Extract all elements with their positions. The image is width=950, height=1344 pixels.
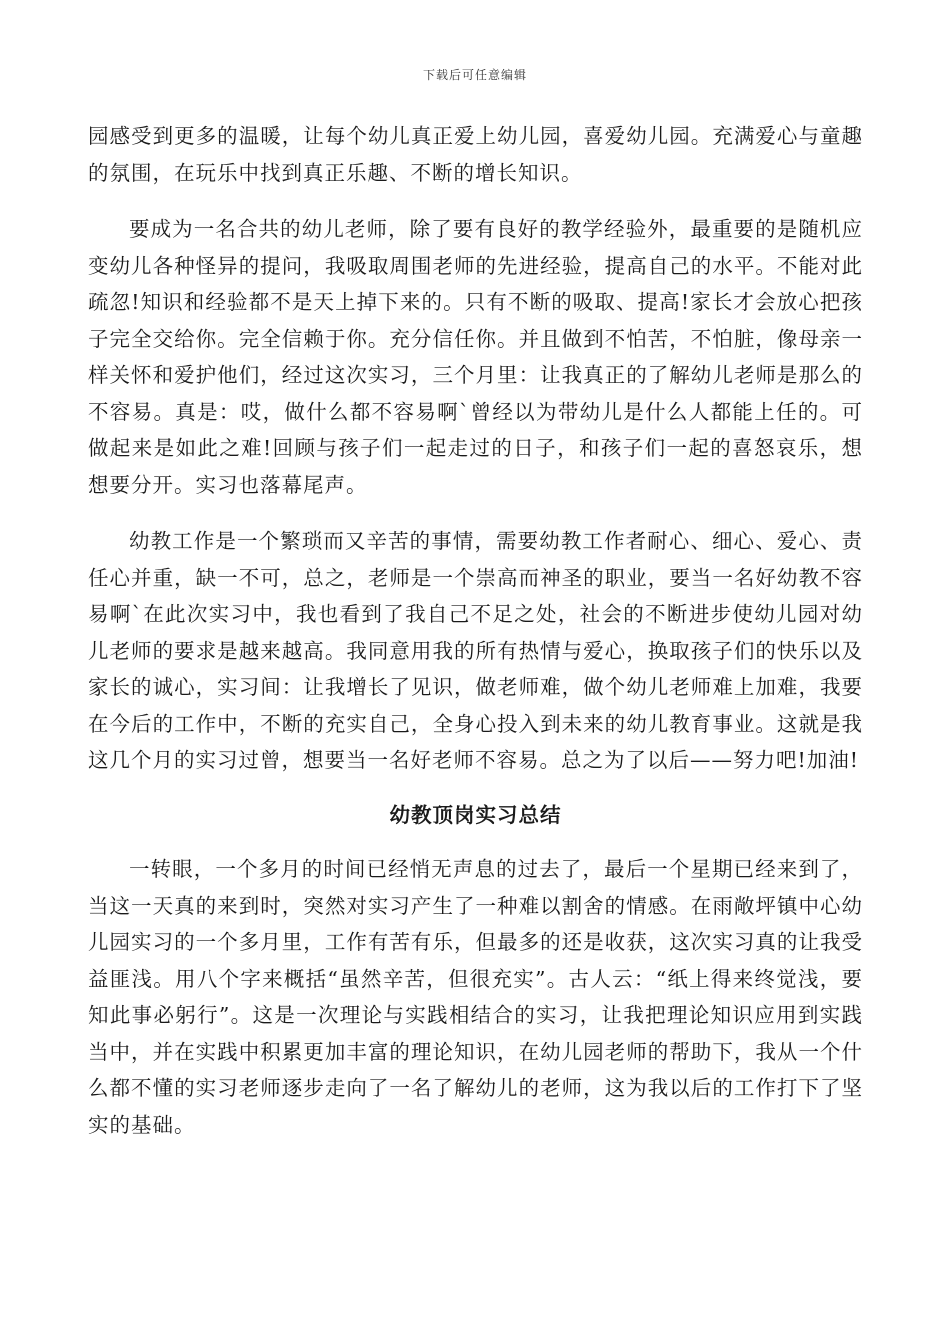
page-header: 下载后可任意编辑 (422, 68, 527, 82)
section-paragraph: 一转眼，一个多月的时间已经悄无声息的过去了，最后一个星期已经来到了，当这一天真的来到时，突然对实习产生了一种难以割舍的情感。在雨敞坪镇中心幼儿园实习的一个多月里，工作有苦有乐，但最多的还是收获，这次实习真的让我受益匪浅。用八个字来概括“虽然辛苦，但很充实”。古人云：“纸上得来终觉浅，要知此事必躬行”。这是一次理论与实践相结合的实习，让我把理论知识应用到实践当中，并在实践中积累更加丰富的理论知识，在幼儿园老师的帮助下，我从一个什么都不懂的实习老师逐步走向了一名了解幼儿的老师，这为我以后的工作打下了坚实的基础。 (88, 857, 863, 1137)
paragraph-spacer (88, 191, 863, 211)
section-title: 幼教顶岗实习总结 (389, 802, 562, 827)
section-spacer (88, 833, 863, 851)
document-body (88, 118, 863, 1143)
paragraph-spacer (88, 503, 863, 523)
paragraph-continued: 园感受到更多的温暖，让每个幼儿真正爱上幼儿园，喜爱幼儿园。充满爱心与童趣的氛围，在玩乐中找到真正乐趣、不断的增长知识。 (88, 124, 863, 185)
section-spacer (88, 779, 863, 797)
paragraph-preschool-work: 幼教工作是一个繁琐而又辛苦的事情，需要幼教工作者耐心、细心、爱心、责任心并重，缺一不可，总之，老师是一个崇高而神圣的职业，要当一名好幼教不容易啊`在此次实习中，我也看到了我自己不足之处，社会的不断进步使幼儿园对幼儿老师的要求是越来越高。我同意用我的所有热情与爱心，换取孩子们的快乐以及家长的诚心，实习间：让我增长了见识，做老师难，做个幼儿老师难上加难，我要在今后的工作中，不断的充实自己，全身心投入到未来的幼儿教育事业。这就是我这几个月的实习过曾，想要当一名好老师不容易。总之为了以后——努力吧!加油! (88, 529, 863, 772)
paragraph-teacher-experience: 要成为一名合共的幼儿老师，除了要有良好的教学经验外，最重要的是随机应变幼儿各种怪异的提问，我吸取周围老师的先进经验，提高自己的水平。不能对此疏忽!知识和经验都不是天上掉下来的。只有不断的吸取、提高!家长才会放心把孩子完全交给你。完全信赖于你。充分信任你。并且做到不怕苦，不怕脏，像母亲一样关怀和爱护他们，经过这次实习，三个月里：让我真正的了解幼儿老师是那么的不容易。真是：哎，做什么都不容易啊`曾经以为带幼儿是什么人都能上任的。可做起来是如此之难!回顾与孩子们一起走过的日子，和孩子们一起的喜怒哀乐，想想要分开。实习也落幕尾声。 (88, 217, 863, 497)
